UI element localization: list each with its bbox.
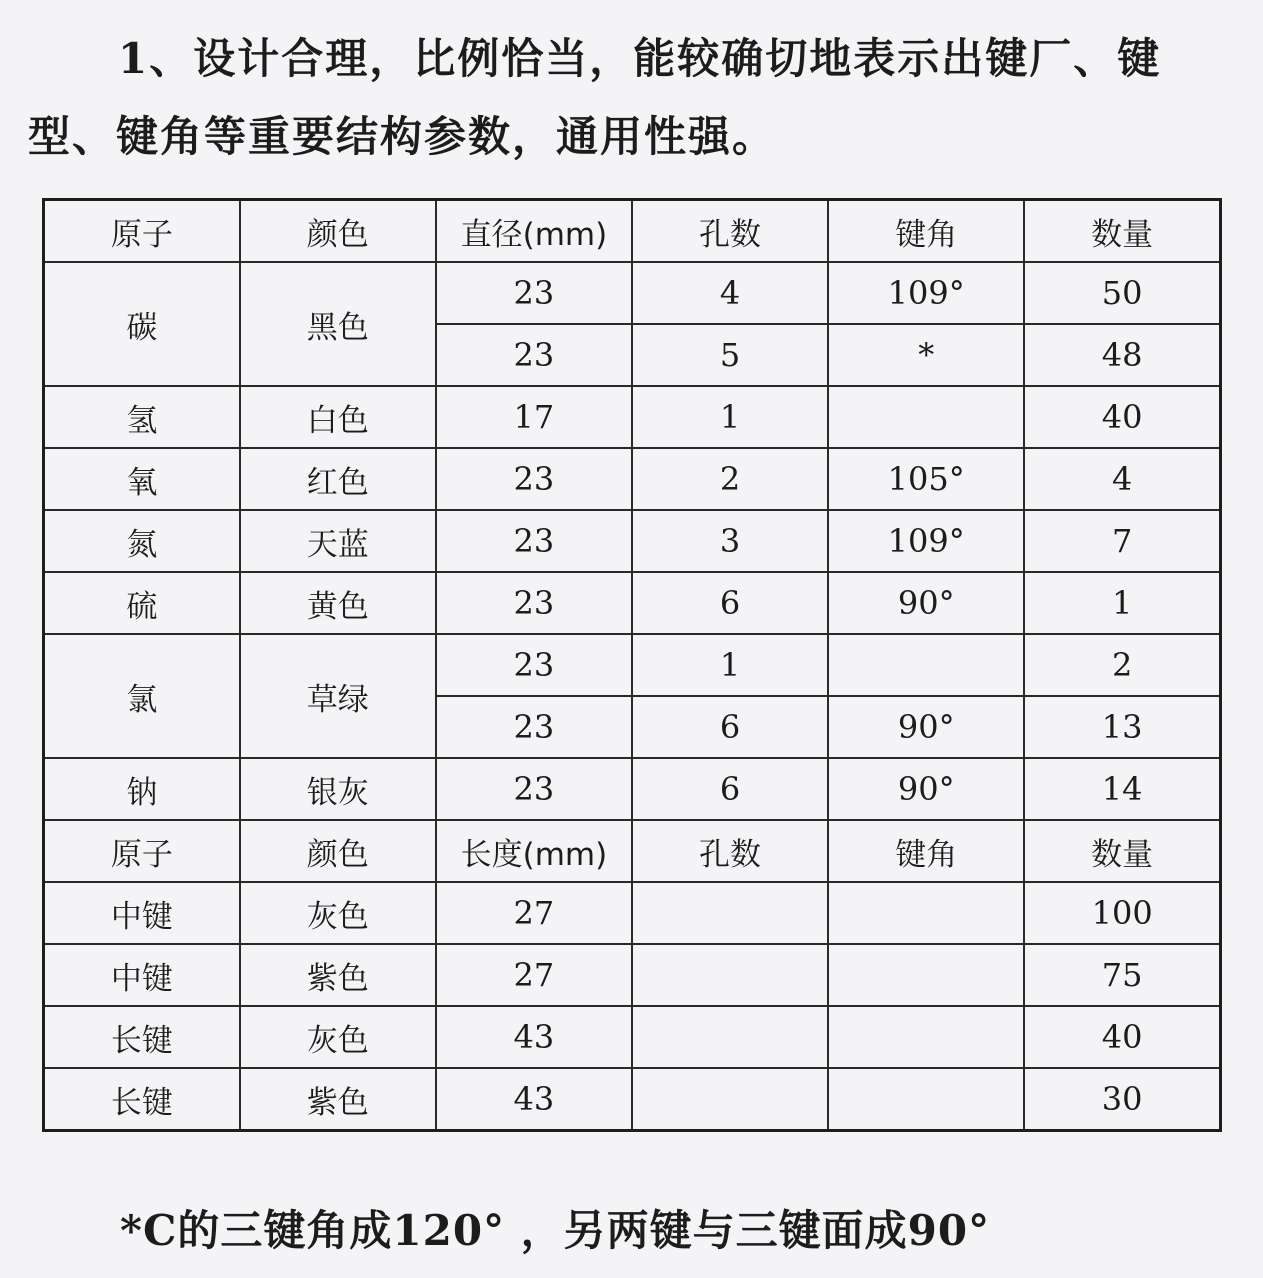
quantity-cell: 40: [1024, 1006, 1220, 1068]
quantity-cell: 50: [1024, 262, 1220, 324]
holes-cell: [632, 1006, 828, 1068]
column-header: 孔数: [632, 200, 828, 263]
atom-name-cell: 氯: [44, 634, 240, 758]
length-cell: 43: [436, 1006, 632, 1068]
quantity-cell: 13: [1024, 696, 1220, 758]
quantity-cell: 40: [1024, 386, 1220, 448]
atom-name-cell: 硫: [44, 572, 240, 634]
bond-angle-cell: 109°: [828, 510, 1024, 572]
diameter-cell: 23: [436, 634, 632, 696]
atom-color-cell: 黄色: [240, 572, 436, 634]
table-row: [44, 572, 1221, 634]
column-header: 原子: [44, 820, 240, 882]
diameter-cell: 23: [436, 696, 632, 758]
holes-cell: 4: [632, 262, 828, 324]
length-cell: 43: [436, 1068, 632, 1131]
bond-angle-cell: 90°: [828, 758, 1024, 820]
holes-cell: 6: [632, 572, 828, 634]
diameter-cell: 17: [436, 386, 632, 448]
holes-cell: 6: [632, 758, 828, 820]
bond-angle-cell: [828, 1068, 1024, 1131]
quantity-cell: 2: [1024, 634, 1220, 696]
bond-name-cell: 长键: [44, 1068, 240, 1131]
bond-name-cell: 长键: [44, 1006, 240, 1068]
quantity-cell: 48: [1024, 324, 1220, 386]
diameter-cell: 23: [436, 324, 632, 386]
table-row: [44, 882, 1221, 944]
quantity-cell: 7: [1024, 510, 1220, 572]
table-header-row: [44, 200, 1221, 263]
column-header: 长度(mm): [436, 820, 632, 882]
atom-name-cell: 氢: [44, 386, 240, 448]
atom-color-cell: 白色: [240, 386, 436, 448]
holes-cell: [632, 882, 828, 944]
diameter-cell: 23: [436, 448, 632, 510]
holes-cell: 5: [632, 324, 828, 386]
holes-cell: 1: [632, 634, 828, 696]
column-header: 直径(mm): [436, 200, 632, 263]
bond-angle-cell: [828, 386, 1024, 448]
diameter-cell: 23: [436, 510, 632, 572]
atom-color-cell: 天蓝: [240, 510, 436, 572]
bond-angle-cell: [828, 634, 1024, 696]
table-row: [44, 448, 1221, 510]
table-row: [44, 634, 1221, 696]
length-cell: 27: [436, 882, 632, 944]
footnote: *C的三键角成120° ，另两键与三键面成90°: [120, 1206, 991, 1255]
quantity-cell: 14: [1024, 758, 1220, 820]
atom-name-cell: 钠: [44, 758, 240, 820]
length-cell: 27: [436, 944, 632, 1006]
bond-angle-cell: 90°: [828, 696, 1024, 758]
bond-angle-cell: *: [828, 324, 1024, 386]
quantity-cell: 1: [1024, 572, 1220, 634]
column-header: 原子: [44, 200, 240, 263]
holes-cell: 2: [632, 448, 828, 510]
atom-name-cell: 碳: [44, 262, 240, 386]
table-row: [44, 1068, 1221, 1131]
table-row: [44, 262, 1221, 324]
bond-name-cell: 中键: [44, 944, 240, 1006]
bond-color-cell: 灰色: [240, 882, 436, 944]
atom-name-cell: 氮: [44, 510, 240, 572]
table-row: [44, 386, 1221, 448]
holes-cell: 6: [632, 696, 828, 758]
bond-angle-cell: [828, 882, 1024, 944]
column-header: 数量: [1024, 820, 1220, 882]
atom-name-cell: 氧: [44, 448, 240, 510]
diameter-cell: 23: [436, 262, 632, 324]
bond-color-cell: 紫色: [240, 944, 436, 1006]
holes-cell: 3: [632, 510, 828, 572]
column-header: 颜色: [240, 200, 436, 263]
column-header: 颜色: [240, 820, 436, 882]
atom-color-cell: 黑色: [240, 262, 436, 386]
column-header: 键角: [828, 820, 1024, 882]
atom-color-cell: 红色: [240, 448, 436, 510]
column-header: 孔数: [632, 820, 828, 882]
table-header-row: [44, 820, 1221, 882]
bond-name-cell: 中键: [44, 882, 240, 944]
column-header: 键角: [828, 200, 1024, 263]
diameter-cell: 23: [436, 572, 632, 634]
holes-cell: 1: [632, 386, 828, 448]
quantity-cell: 75: [1024, 944, 1220, 1006]
holes-cell: [632, 944, 828, 1006]
bond-angle-cell: 109°: [828, 262, 1024, 324]
table-row: [44, 510, 1221, 572]
intro-paragraph: 1、设计合理，比例恰当，能较确切地表示出键厂、键型、键角等重要结构参数，通用性强。: [28, 34, 1162, 161]
bond-angle-cell: 105°: [828, 448, 1024, 510]
quantity-cell: 4: [1024, 448, 1220, 510]
column-header: 数量: [1024, 200, 1220, 263]
bond-color-cell: 灰色: [240, 1006, 436, 1068]
molecular-model-spec-table: [42, 198, 1222, 1132]
table-row: [44, 944, 1221, 1006]
diameter-cell: 23: [436, 758, 632, 820]
quantity-cell: 100: [1024, 882, 1220, 944]
bond-angle-cell: [828, 944, 1024, 1006]
table-row: [44, 758, 1221, 820]
bond-angle-cell: [828, 1006, 1024, 1068]
quantity-cell: 30: [1024, 1068, 1220, 1131]
atom-color-cell: 银灰: [240, 758, 436, 820]
atom-color-cell: 草绿: [240, 634, 436, 758]
bond-angle-cell: 90°: [828, 572, 1024, 634]
bond-color-cell: 紫色: [240, 1068, 436, 1131]
holes-cell: [632, 1068, 828, 1131]
table-row: [44, 1006, 1221, 1068]
